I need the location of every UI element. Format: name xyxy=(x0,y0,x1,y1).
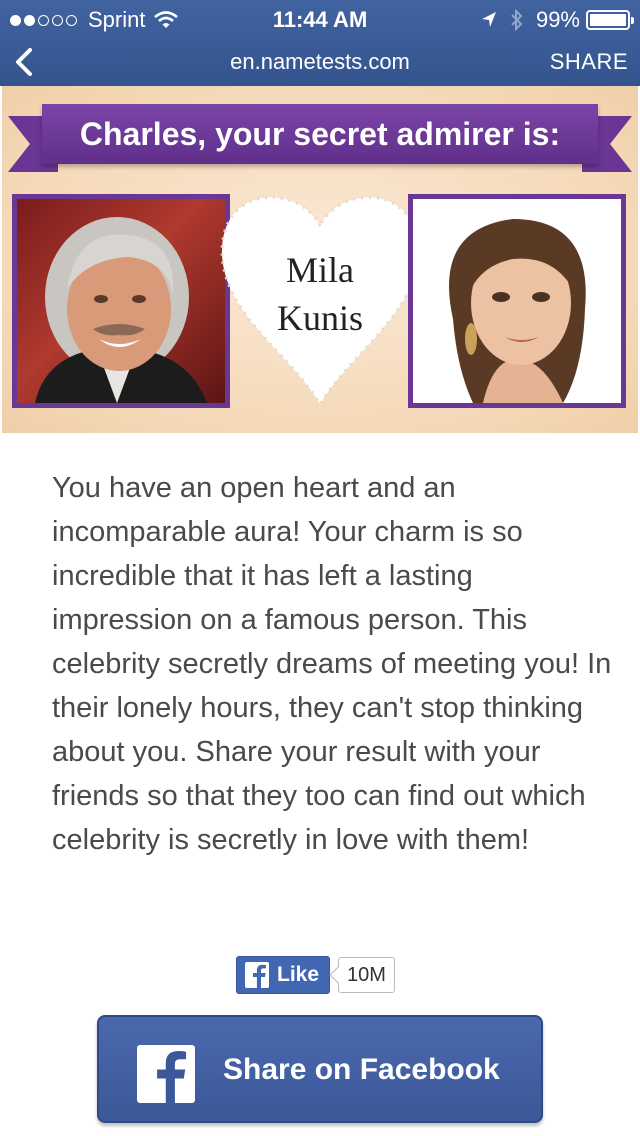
result-description: You have an open heart and an incomparable aura! Your charm is so incredible that it has left a lasting impression on a famous person. This celebrity secretly dreams of meeting you! In their lonely hours, they can't stop thinking about you. Share your result with your friends so that they too can find out which celebrity is secretly in love with them! xyxy=(52,472,612,856)
share-on-facebook-button[interactable] xyxy=(97,1015,543,1123)
facebook-f-icon xyxy=(137,1045,195,1103)
status-time: 11:44 AM xyxy=(272,7,368,32)
result-banner: Charles, your secret admirer is: xyxy=(42,104,598,164)
facebook-like-widget xyxy=(236,955,395,995)
page-url[interactable]: en.nametests.com xyxy=(230,49,410,74)
share-link[interactable]: SHARE xyxy=(549,49,628,74)
battery-fill xyxy=(590,14,626,26)
celebrity-last-name: Kunis xyxy=(276,298,363,338)
browser-top-bar xyxy=(0,0,640,86)
location-arrow-icon xyxy=(480,9,498,31)
celebrity-first-name: Mila xyxy=(286,250,354,290)
carrier-name: Sprint xyxy=(88,7,146,32)
user-portrait-illustration xyxy=(17,199,225,403)
like-count: 10M xyxy=(338,957,395,993)
facebook-f-icon xyxy=(245,962,269,988)
like-label: Like xyxy=(277,963,320,986)
celebrity-portrait-illustration xyxy=(413,199,621,403)
celebrity-photo xyxy=(408,194,626,408)
celebrity-name xyxy=(230,246,410,342)
status-right xyxy=(480,0,630,40)
quiz-result-card xyxy=(2,86,638,433)
battery-icon xyxy=(586,10,630,30)
status-bar xyxy=(0,0,640,40)
like-button[interactable] xyxy=(236,956,330,994)
battery-percent: 99% xyxy=(535,7,580,32)
browser-nav-bar xyxy=(0,40,640,86)
share-button-label: Share on Facebook xyxy=(223,1053,500,1086)
user-photo xyxy=(12,194,230,408)
bluetooth-icon xyxy=(508,9,526,31)
